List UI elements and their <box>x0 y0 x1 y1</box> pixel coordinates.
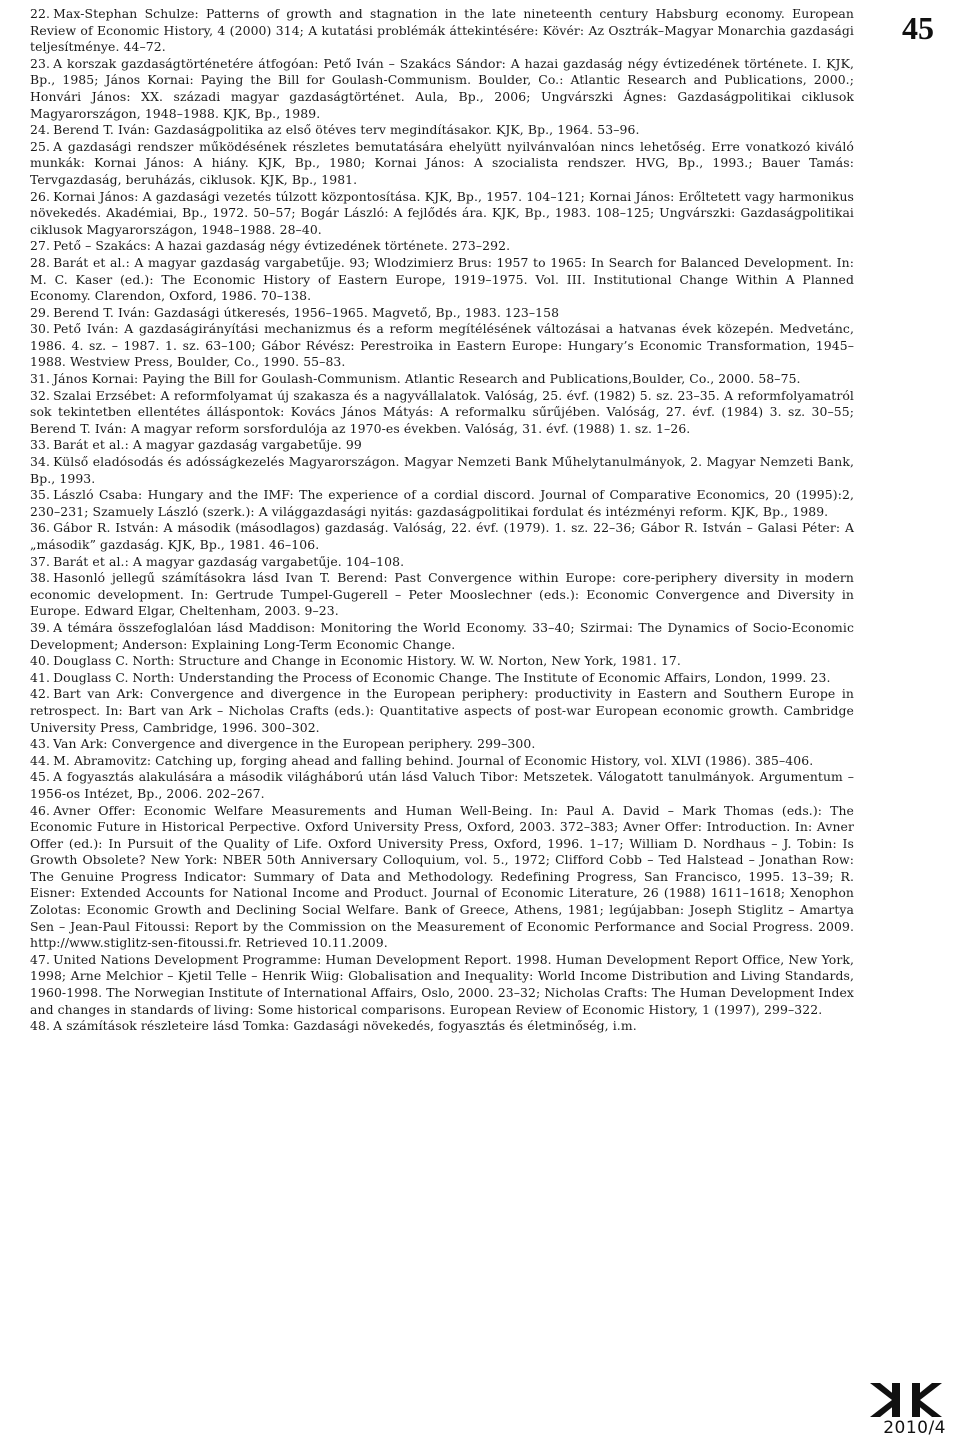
endnote-item <box>30 454 854 487</box>
endnote-item <box>30 305 854 322</box>
endnote-number: 43. <box>30 736 51 752</box>
endnote-number: 36. <box>30 520 51 536</box>
journal-mark <box>858 1382 946 1438</box>
endnotes-list <box>30 6 854 1035</box>
endnote-text: Hasonló jellegű számításokra lásd Ivan T. Berend: Past Convergence within Europe: core-periphery diversity in modern economic development. In: Gertrude Tumpel-Gugerell – Peter Mooslechner (eds.): Economic Convergence and Diversity in Europe. Edward Elgar, Cheltenham, 2003. 9–23. <box>30 570 854 619</box>
endnote-item <box>30 371 854 388</box>
endnote-text: A gazdasági rendszer működésének részletes bemutatására ehelyütt nyilvánvalóan nincs lehetőség. Erre vonatkozó kiváló munkák: Kornai János: A hiány. KJK, Bp., 1980; Kornai János: A szocialista rendszer. HVG, Bp., 1993.; Bauer Tamás: Tervgazdaság, beruházás, ciklusok. KJK, Bp., 1981. <box>30 138 854 187</box>
endnote-number: 26. <box>30 188 51 204</box>
endnote-number: 37. <box>30 553 51 569</box>
endnote-number: 33. <box>30 437 51 453</box>
endnote-item <box>30 388 854 438</box>
endnote-text: Szalai Erzsébet: A reformfolyamat új szakasza és a nagyvállalatok. Valóság, 25. évf. (1982) 5. sz. 23–35. A reformfolyamatról sok tekintetben ellentétes álláspontok: Kovács János Mátyás: A reformalku sűrűjében. Valóság, 27. évf. (1984) 3. sz. 30–55; Berend T. Iván: A magyar reform sorsfordulója az 1970-es években. Valóság, 31. évf. (1988) 1. sz. 1–26. <box>30 387 854 436</box>
endnote-text: Pető – Szakács: A hazai gazdaság négy évtizedének története. 273–292. <box>53 238 511 254</box>
endnote-text: Avner Offer: Economic Welfare Measurements and Human Well-Being. In: Paul A. David – Mark Thomas (eds.): The Economic Future in Historical Perpective. Oxford University Press, Oxford, 2003. 372–383; Avner Offer: Introduction. In: Avner Offer (ed.): In Pursuit of the Quality of Life. Oxford University Press, Oxford, 1996. 1–17; William D. Nordhaus – J. Tobin: Is Growth Obsolete? New York: NBER 50th Anniversary Colloquium, vol. 5., 1972; Clifford Cobb – Ted Halstead – Jonathan Row: The Genuine Progress Indicator: Summary of Data and Methodology. Redefining Progress, San Francisco, 1995. 13–39; R. Eisner: Extended Accounts for National Income and Product. Journal of Economic Literature, 26 (1988) 1611–1618; Xenophon Zolotas: Economic Growth and Declining Social Welfare. Bank of Greece, Athens, 1981; legújabban: Joseph Stiglitz – Amartya Sen – Jean-Paul Fitoussi: Report by the Commission on the Measurement of Economic Performance and Social Progress. 2009. http://www.stiglitz-sen-fitoussi.fr. Retrieved 10.11.2009. <box>30 802 854 951</box>
endnote-item <box>30 1018 854 1035</box>
endnote-number: 29. <box>30 304 51 320</box>
endnote-item <box>30 686 854 736</box>
endnote-text: Berend T. Iván: Gazdasági útkeresés, 1956–1965. Magvető, Bp., 1983. 123–158 <box>53 304 560 320</box>
endnote-item <box>30 255 854 305</box>
endnote-item <box>30 670 854 687</box>
endnote-number: 45. <box>30 769 51 785</box>
endnote-text: A számítások részleteire lásd Tomka: Gazdasági növekedés, fogyasztás és életminőség, i.m. <box>53 1018 637 1034</box>
endnote-text: Külső eladósodás és adósságkezelés Magyarországon. Magyar Nemzeti Bank Műhelytanulmányok, 2. Magyar Nemzeti Bank, Bp., 1993. <box>30 454 854 486</box>
endnote-number: 30. <box>30 321 51 337</box>
endnote-text: János Kornai: Paying the Bill for Goulash-Communism. Atlantic Research and Publications,Boulder, Co., 2000. 58–75. <box>53 371 801 387</box>
endnote-number: 48. <box>30 1018 51 1034</box>
endnote-text: Pető Iván: A gazdaságirányítási mechanizmus és a reform megítélésének változásai a hatvanas évek közepén. Medvetánc, 1986. 4. sz. – 1987. 1. sz. 63–100; Gábor Révész: Perestroika in Eastern Europe: Hungary’s Economic Transformation, 1945–1988. Westview Press, Boulder, Co., 1990. 55–83. <box>30 321 854 370</box>
endnote-number: 24. <box>30 122 51 138</box>
endnote-item <box>30 6 854 56</box>
endnote-item <box>30 139 854 189</box>
endnote-item <box>30 736 854 753</box>
endnote-number: 22. <box>30 6 51 21</box>
endnote-text: Barát et al.: A magyar gazdaság vargabetűje. 104–108. <box>53 553 405 569</box>
endnote-text: Van Ark: Convergence and divergence in the European periphery. 299–300. <box>53 736 536 752</box>
endnote-text: A korszak gazdaságtörténetére átfogóan: Pető Iván – Szakács Sándor: A hazai gazdaság négy évtizedének története. I. KJK, Bp., 1985; János Kornai: Paying the Bill for Goulash-Communism. Boulder, Co.: Atlantic Research and Publications, 2000.; Honvári János: XX. századi magyar gazdaságtörténet. Aula, Bp., 2006; Ungvárszki Ágnes: Gazdaságpolitikai ciklusok Magyarországon, 1948–1988. KJK, Bp., 1989. <box>30 55 854 121</box>
journal-logo-icon <box>866 1382 946 1418</box>
endnote-item <box>30 189 854 239</box>
endnote-text: A témára összefoglalóan lásd Maddison: Monitoring the World Economy. 33–40; Szirmai: The Dynamics of Socio-Economic Development; Anderson: Explaining Long-Term Economic Change. <box>30 619 854 652</box>
endnote-item <box>30 952 854 1018</box>
endnote-text: M. Abramovitz: Catching up, forging ahead and falling behind. Journal of Economic History, vol. XLVI (1986). 385–406. <box>53 752 814 768</box>
endnote-number: 41. <box>30 669 51 685</box>
endnote-item <box>30 56 854 122</box>
endnote-item <box>30 554 854 571</box>
endnote-text: Barát et al.: A magyar gazdaság vargabetűje. 93; Wlodzimierz Brus: 1957 to 1965: In Search for Balanced Development. In: M. C. Kaser (ed.): The Economic History of Eastern Europe, 1919–1975. Vol. III. Institutional Change Within A Planned Economy. Clarendon, Oxford, 1986. 70–138. <box>30 254 854 304</box>
endnote-item <box>30 753 854 770</box>
page-number: 45 <box>902 10 934 46</box>
endnote-text: United Nations Development Programme: Human Development Report. 1998. Human Development Report Office, New York, 1998; Arne Melchior – Kjetil Telle – Henrik Wiig: Globalisation and Inequality: World Income Distribution and Living Standards, 1960-1998. The Norwegian Institute of International Affairs, Oslo, 2000. 23–32; Nicholas Crafts: The Human Development Index and changes in standards of living: Some historical comparisons. European Review of Economic History, 1 (1997), 299–322. <box>30 951 854 1017</box>
endnote-number: 31. <box>30 371 51 387</box>
endnote-item <box>30 487 854 520</box>
endnote-item <box>30 238 854 255</box>
endnote-number: 28. <box>30 254 51 270</box>
endnote-text: Bart van Ark: Convergence and divergence in the European periphery: productivity in Eastern and Southern Europe in retrospect. In: Bart van Ark – Nicholas Crafts (eds.): Quantitative aspects of post-war European economic growth. Cambridge University Press, Cambridge, 1996. 300–302. <box>30 686 854 735</box>
endnote-number: 39. <box>30 619 51 635</box>
endnote-text: Berend T. Iván: Gazdaságpolitika az első ötéves terv megindításakor. KJK, Bp., 1964. 53–96. <box>53 122 640 138</box>
endnote-item <box>30 437 854 454</box>
endnote-item <box>30 803 854 952</box>
endnote-number: 40. <box>30 653 51 669</box>
endnote-item <box>30 769 854 802</box>
endnote-text: Max-Stephan Schulze: Patterns of growth and stagnation in the late nineteenth century Habsburg economy. European Review of Economic History, 4 (2000) 314; A kutatási problémák áttekintésére: Kövér: Az Osztrák–Magyar Monarchia gazdasági teljesítménye. 44–72. <box>30 6 854 55</box>
issue-label: 2010/4 <box>883 1418 946 1438</box>
endnote-text: Barát et al.: A magyar gazdaság vargabetűje. 99 <box>53 437 362 453</box>
endnote-item <box>30 620 854 653</box>
endnote-number: 27. <box>30 238 51 254</box>
endnote-number: 25. <box>30 138 51 154</box>
endnote-number: 38. <box>30 570 51 586</box>
endnote-item <box>30 570 854 620</box>
endnote-number: 35. <box>30 487 51 503</box>
endnote-text: Douglass C. North: Structure and Change in Economic History. W. W. Norton, New York, 1981. 17. <box>53 653 681 669</box>
endnote-number: 32. <box>30 387 51 403</box>
endnote-item <box>30 653 854 670</box>
endnote-item <box>30 122 854 139</box>
endnote-number: 23. <box>30 55 51 71</box>
endnote-number: 44. <box>30 752 51 768</box>
endnote-text: Gábor R. István: A második (másodlagos) gazdaság. Valóság, 22. évf. (1979). 1. sz. 22–36; Gábor R. István – Galasi Péter: A „második” gazdaság. KJK, Bp., 1981. 46–106. <box>30 520 854 552</box>
endnote-text: Kornai János: A gazdasági vezetés túlzott központosítása. KJK, Bp., 1957. 104–121; Kornai János: Erőltetett vagy harmonikus növekedés. Akadémiai, Bp., 1972. 50–57; Bogár László: A fejlődés ára. KJK, Bp., 1983. 108–125; Ungvárszki: Gazdaságpolitikai ciklusok Magyarországon, 1948–1988. 28–40. <box>30 188 854 237</box>
endnote-number: 46. <box>30 802 51 818</box>
endnote-number: 42. <box>30 686 51 702</box>
endnote-number: 34. <box>30 454 51 470</box>
endnote-text: A fogyasztás alakulására a második világháború után lásd Valuch Tibor: Metszetek. Válogatott tanulmányok. Argumentum – 1956-os Intézet, Bp., 2006. 202–267. <box>30 769 854 801</box>
endnote-text: László Csaba: Hungary and the IMF: The experience of a cordial discord. Journal of Comparative Economics, 20 (1995):2, 230–231; Szamuely László (szerk.): A világgazdasági nyitás: gazdaságpolitikai fordulat és intézményi reform. KJK, Bp., 1989. <box>30 487 854 519</box>
endnote-number: 47. <box>30 951 51 967</box>
endnote-item <box>30 321 854 371</box>
endnote-text: Douglass C. North: Understanding the Process of Economic Change. The Institute of Economic Affairs, London, 1999. 23. <box>53 669 831 685</box>
endnote-item <box>30 520 854 553</box>
